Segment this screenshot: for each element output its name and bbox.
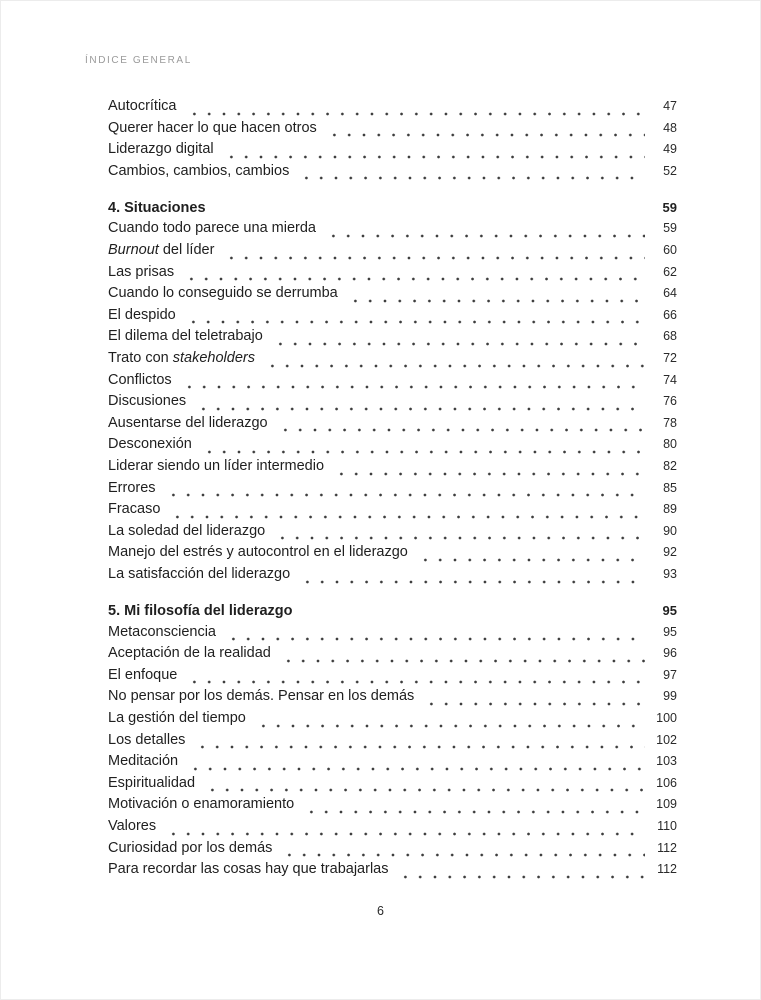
title-fragment: Burnout bbox=[108, 242, 159, 259]
dot-leader bbox=[194, 405, 645, 413]
toc-heading-title: 4. Situaciones bbox=[108, 199, 206, 216]
dot-leader bbox=[168, 513, 645, 521]
toc-entry-page-number: 82 bbox=[663, 459, 677, 473]
toc-entry-page-number: 100 bbox=[656, 711, 677, 726]
dot-leader bbox=[184, 318, 645, 326]
toc-entry-title bbox=[108, 708, 246, 730]
toc-entry-page-number: 68 bbox=[663, 329, 677, 344]
title-fragment: stakeholders bbox=[172, 350, 255, 367]
toc-entry-page-number: 49 bbox=[663, 142, 677, 157]
toc-entry-title bbox=[108, 118, 317, 140]
dot-leader bbox=[263, 362, 645, 370]
title-fragment: Querer hacer lo que hacen otros bbox=[108, 119, 317, 136]
title-fragment: La satisfacción del liderazgo bbox=[108, 565, 291, 582]
toc-entry bbox=[108, 218, 677, 240]
toc-entry-page-number: 74 bbox=[663, 372, 677, 387]
title-fragment: Para recordar las cosas hay que trabajarlas bbox=[108, 861, 389, 878]
toc-entry bbox=[108, 348, 677, 370]
toc-heading-title: 5. Mi filosofía del liderazgo bbox=[108, 603, 293, 620]
title-fragment: Motivación o enamoramiento bbox=[108, 796, 295, 813]
title-fragment: Las prisas bbox=[108, 263, 175, 280]
toc-entry bbox=[108, 773, 677, 795]
dot-leader bbox=[203, 786, 645, 794]
dot-leader bbox=[280, 851, 645, 859]
dot-leader bbox=[164, 830, 645, 838]
title-fragment: Valores bbox=[108, 818, 157, 834]
toc-entry-page-number: 52 bbox=[663, 163, 677, 178]
toc-entry-title bbox=[108, 240, 214, 262]
toc-entry bbox=[108, 370, 677, 392]
dot-leader bbox=[396, 873, 645, 881]
toc-entry bbox=[108, 434, 677, 456]
dot-leader bbox=[186, 765, 645, 773]
toc-entry-page-number: 103 bbox=[656, 754, 677, 769]
title-fragment: Cuando todo parece una mierda bbox=[108, 220, 316, 237]
title-fragment: Discusiones bbox=[108, 393, 187, 410]
dot-leader bbox=[224, 635, 645, 643]
title-fragment: Cambios, cambios, cambios bbox=[108, 162, 290, 179]
toc-section bbox=[108, 197, 677, 586]
toc-entry bbox=[108, 139, 677, 161]
toc-entry-title bbox=[108, 643, 271, 665]
toc-entry-title bbox=[108, 542, 408, 564]
toc-entry bbox=[108, 859, 677, 881]
title-fragment: Espiritualidad bbox=[108, 774, 196, 791]
toc-entry-title bbox=[108, 838, 272, 860]
dot-leader bbox=[254, 722, 645, 730]
toc-entry-page-number: 76 bbox=[663, 394, 677, 409]
toc-entry-page-number: 96 bbox=[663, 646, 677, 661]
title-fragment: del líder bbox=[158, 242, 215, 259]
dot-leader bbox=[200, 448, 645, 456]
dot-leader bbox=[416, 556, 645, 564]
dot-leader bbox=[182, 275, 645, 283]
toc-entry-title bbox=[108, 139, 214, 161]
toc-entry bbox=[108, 622, 677, 644]
toc-entry bbox=[108, 118, 677, 140]
toc-entry-page-number: 64 bbox=[663, 286, 677, 301]
toc-entry bbox=[108, 456, 677, 478]
toc-entry bbox=[108, 283, 677, 305]
toc-entry-page-number: 66 bbox=[663, 307, 677, 322]
toc-entry-page-number: 97 bbox=[663, 667, 677, 682]
toc-entry-title bbox=[108, 456, 324, 478]
dot-leader bbox=[180, 383, 645, 391]
toc-entry bbox=[108, 751, 677, 773]
toc-entry-title bbox=[108, 622, 216, 644]
title-fragment: Autocrítica bbox=[108, 98, 177, 114]
dot-leader bbox=[164, 491, 645, 499]
dot-leader bbox=[346, 297, 645, 305]
toc-section-heading bbox=[108, 600, 677, 622]
toc-entry-title bbox=[108, 794, 294, 816]
toc-entry-page-number: 90 bbox=[663, 523, 677, 538]
title-fragment: Errores bbox=[108, 479, 156, 496]
dot-leader bbox=[222, 153, 645, 161]
title-fragment: La gestión del tiempo bbox=[108, 710, 246, 727]
toc-entry-title bbox=[108, 499, 160, 521]
toc-heading-page-number: 95 bbox=[662, 603, 677, 619]
toc-entry bbox=[108, 262, 677, 284]
toc-entry bbox=[108, 665, 677, 687]
toc-entry-page-number: 93 bbox=[663, 566, 677, 581]
page-number-footer: 6 bbox=[377, 904, 384, 918]
toc-entry bbox=[108, 794, 677, 816]
toc-entry-page-number: 59 bbox=[663, 221, 677, 236]
toc-entry-page-number: 110 bbox=[657, 819, 677, 833]
title-fragment: Trato con bbox=[108, 350, 173, 367]
toc-entry bbox=[108, 686, 677, 708]
toc-entry bbox=[108, 391, 677, 413]
dot-leader bbox=[185, 110, 646, 118]
toc-entry bbox=[108, 730, 677, 752]
toc-entry-page-number: 89 bbox=[663, 502, 677, 517]
toc-entry-page-number: 95 bbox=[663, 624, 677, 639]
toc-entry-title bbox=[108, 686, 414, 708]
toc-entry-title bbox=[108, 665, 177, 687]
dot-leader bbox=[279, 657, 645, 665]
toc-entry-title bbox=[108, 564, 290, 586]
toc-entry-title bbox=[108, 751, 178, 773]
toc-entry-title bbox=[108, 326, 263, 348]
toc-entry bbox=[108, 564, 677, 586]
dot-leader bbox=[297, 174, 645, 182]
toc-entry-title bbox=[108, 218, 316, 240]
dot-leader bbox=[193, 743, 645, 751]
toc-entry-page-number: 47 bbox=[663, 99, 677, 113]
toc-entry-page-number: 85 bbox=[663, 480, 677, 495]
title-fragment: Conflictos bbox=[108, 371, 172, 388]
title-fragment: Cuando lo conseguido se derrumba bbox=[108, 285, 338, 302]
title-fragment: La soledad del liderazgo bbox=[108, 522, 266, 539]
toc-section-heading bbox=[108, 197, 677, 219]
dot-leader bbox=[276, 426, 645, 434]
toc-entry-title bbox=[108, 478, 156, 500]
toc-entry-title bbox=[108, 434, 192, 456]
toc-entry bbox=[108, 305, 677, 327]
title-fragment: El enfoque bbox=[108, 666, 178, 683]
toc-section bbox=[108, 96, 677, 182]
toc-entry-page-number: 62 bbox=[663, 264, 677, 279]
toc-entry bbox=[108, 478, 677, 500]
title-fragment: Liderar siendo un líder intermedio bbox=[108, 458, 325, 474]
toc-entry-page-number: 102 bbox=[656, 732, 677, 747]
title-fragment: Los detalles bbox=[108, 731, 186, 748]
dot-leader bbox=[302, 808, 645, 816]
dot-leader bbox=[271, 340, 645, 348]
toc-entry-title bbox=[108, 521, 265, 543]
toc-entry-title bbox=[108, 348, 255, 370]
toc-entry bbox=[108, 161, 677, 183]
toc-section bbox=[108, 600, 677, 881]
toc-entry bbox=[108, 643, 677, 665]
title-fragment: El dilema del teletrabajo bbox=[108, 328, 263, 345]
toc-entry-title bbox=[108, 730, 185, 752]
toc-entry-title bbox=[108, 96, 177, 118]
running-header: ÍNDICE GENERAL bbox=[85, 55, 192, 66]
toc-entry-title bbox=[108, 773, 195, 795]
title-fragment: Curiosidad por los demás bbox=[108, 839, 273, 856]
toc-entry bbox=[108, 326, 677, 348]
dot-leader bbox=[325, 131, 645, 139]
toc-heading-page-number: 59 bbox=[662, 199, 677, 215]
toc-entry bbox=[108, 96, 677, 118]
toc-entry-title bbox=[108, 859, 388, 881]
toc-entry bbox=[108, 708, 677, 730]
title-fragment: Meditación bbox=[108, 753, 179, 770]
title-fragment: Liderazgo digital bbox=[108, 141, 214, 158]
title-fragment: Fracaso bbox=[108, 501, 161, 518]
table-of-contents bbox=[108, 96, 677, 881]
toc-entry bbox=[108, 413, 677, 435]
toc-entry-page-number: 109 bbox=[656, 797, 677, 812]
title-fragment: Metaconsciencia bbox=[108, 623, 216, 640]
title-fragment: Desconexión bbox=[108, 436, 192, 453]
toc-entry-title bbox=[108, 305, 176, 327]
toc-entry-page-number: 112 bbox=[657, 862, 677, 877]
toc-entry bbox=[108, 499, 677, 521]
toc-entry-title bbox=[108, 262, 174, 284]
toc-entry bbox=[108, 240, 677, 262]
dot-leader bbox=[222, 254, 645, 262]
toc-entry-page-number: 106 bbox=[656, 775, 677, 790]
dot-leader bbox=[298, 578, 645, 586]
toc-entry-title bbox=[108, 370, 172, 392]
dot-leader bbox=[185, 678, 645, 686]
toc-entry-page-number: 72 bbox=[663, 351, 677, 366]
toc-entry-title bbox=[108, 816, 156, 838]
toc-entry-page-number: 48 bbox=[663, 120, 677, 135]
title-fragment: Ausentarse del liderazgo bbox=[108, 414, 268, 431]
toc-entry bbox=[108, 838, 677, 860]
dot-leader bbox=[422, 700, 645, 708]
toc-entry bbox=[108, 816, 677, 838]
dot-leader bbox=[332, 470, 645, 478]
toc-entry-title bbox=[108, 283, 338, 305]
dot-leader bbox=[273, 534, 645, 542]
toc-entry-page-number: 112 bbox=[657, 840, 677, 855]
dot-leader bbox=[324, 232, 645, 240]
toc-entry-page-number: 80 bbox=[663, 437, 677, 452]
toc-entry-title bbox=[108, 161, 289, 183]
toc-entry-title bbox=[108, 413, 268, 435]
title-fragment: El despido bbox=[108, 306, 176, 323]
toc-entry bbox=[108, 542, 677, 564]
toc-entry-page-number: 92 bbox=[663, 545, 677, 560]
toc-entry-title bbox=[108, 391, 186, 413]
toc-entry-page-number: 60 bbox=[663, 243, 677, 258]
toc-entry bbox=[108, 521, 677, 543]
toc-entry-page-number: 99 bbox=[663, 689, 677, 704]
title-fragment: No pensar por los demás. Pensar en los demás bbox=[108, 688, 415, 705]
toc-entry-page-number: 78 bbox=[663, 415, 677, 430]
title-fragment: Manejo del estrés y autocontrol en el liderazgo bbox=[108, 544, 408, 561]
title-fragment: Aceptación de la realidad bbox=[108, 645, 271, 662]
